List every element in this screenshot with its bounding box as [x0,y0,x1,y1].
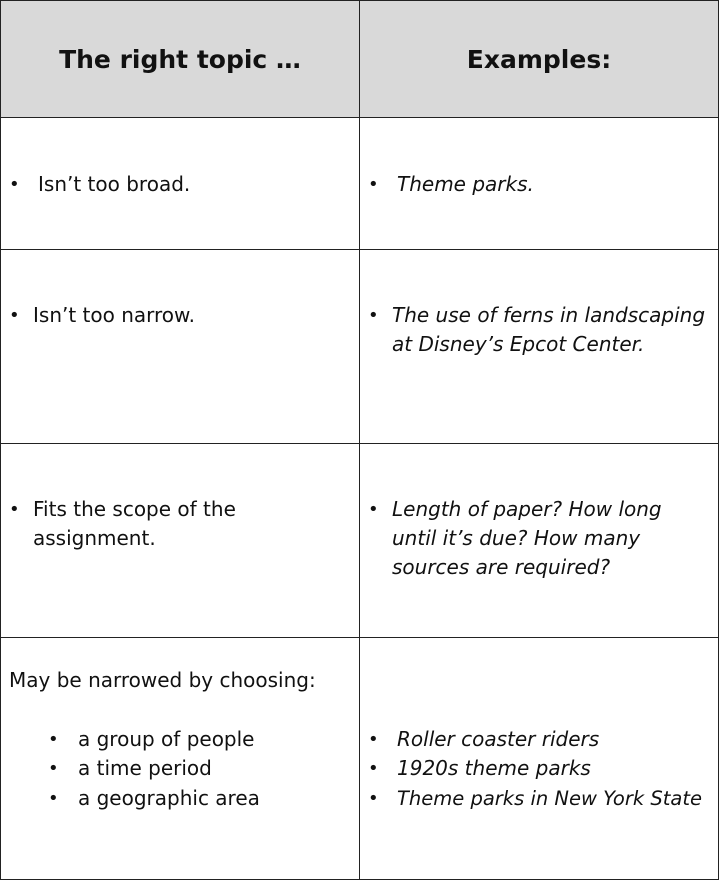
header-examples-label: Examples: [466,44,612,74]
bullet-marker: • [48,729,59,750]
example-text: Roller coaster riders [397,727,600,751]
narrow-option: a geographic area [78,786,260,810]
topic-text: Fits the scope of the [33,497,236,521]
bullet-marker: • [48,788,59,809]
bullet-marker: • [368,499,379,520]
bullet-marker: • [368,788,379,809]
example-text: sources are required? [392,555,611,579]
bullet-marker: • [368,174,379,195]
row-2-example-cell [359,249,719,444]
bullet-marker: • [368,305,379,326]
example-text: The use of ferns in landscaping [392,303,706,327]
row-1-topic-cell [0,117,360,250]
bullet-marker: • [9,305,20,326]
narrow-option: a group of people [78,727,255,751]
topic-text: Isn’t too broad. [38,172,191,196]
example-text: at Disney’s Epcot Center. [392,332,645,356]
row-3-example-cell [359,443,719,638]
example-text: Theme parks in New York State [397,787,702,810]
example-text: until it’s due? How many [392,526,641,550]
bullet-marker: • [368,758,379,779]
narrow-intro: May be narrowed by choosing: [9,668,316,692]
example-text: 1920s theme parks [397,756,591,780]
example-text: Theme parks. [397,172,534,196]
row-4-example-cell [359,637,719,880]
row-1-example-cell [359,117,719,250]
row-4-topic-cell [0,637,360,880]
bullet-marker: • [48,758,59,779]
example-text: Length of paper? How long [392,497,662,521]
header-topic-cell [0,0,360,118]
header-topic-label: The right topic … [59,44,301,74]
header-examples-cell [359,0,719,118]
row-3-topic-cell [0,443,360,638]
narrow-option: a time period [78,756,212,780]
topic-text: Isn’t too narrow. [33,303,195,327]
bullet-marker: • [9,499,20,520]
bullet-marker: • [9,174,20,195]
bullet-marker: • [368,729,379,750]
row-2-topic-cell [0,249,360,444]
topic-text: assignment. [33,526,156,550]
